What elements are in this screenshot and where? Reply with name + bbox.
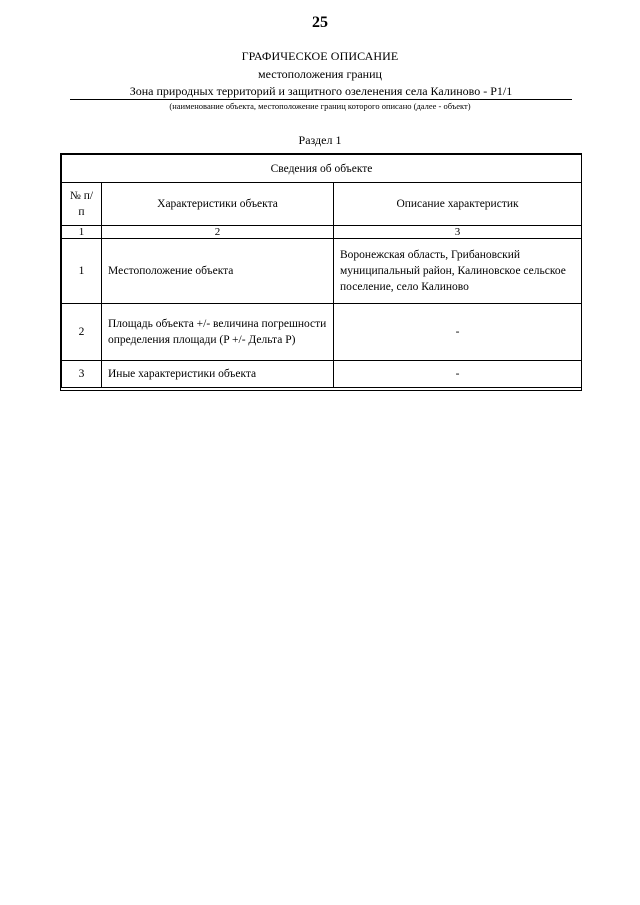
column-header-description: Описание характеристик [334,183,582,226]
column-header-num: № п/п [62,183,102,226]
row-description: Воронежская область, Грибановский муниципальный район, Калиновское сельское поселение, село Калиново [334,239,582,304]
document-subtitle: местоположения границ [258,67,382,81]
table-column-numbers [62,226,582,239]
row-number: 1 [62,239,102,304]
row-description: - [334,361,582,388]
table-header-row [62,155,582,183]
table-row [62,304,582,361]
column-header-characteristic: Характеристики объекта [102,183,334,226]
row-number: 3 [62,361,102,388]
table-header: Сведения об объекте [62,155,582,183]
page-number: 25 [312,14,328,31]
column-number-3: 3 [334,226,582,239]
column-number-1: 1 [62,226,102,239]
table-row [62,361,582,388]
row-characteristic: Иные характеристики объекта [102,361,334,388]
table-column-headers [62,183,582,226]
document-title: ГРАФИЧЕСКОЕ ОПИСАНИЕ [241,49,399,63]
row-characteristic: Местоположение объекта [102,239,334,304]
column-number-2: 2 [102,226,334,239]
object-name-caption: (наименование объекта, местоположение границ которого описано (далее - объект) [169,101,471,111]
section-label: Раздел 1 [298,133,342,147]
row-characteristic: Площадь объекта +/- величина погрешности определения площади (P +/- Дельта P) [102,304,334,361]
row-number: 2 [62,304,102,361]
object-name: Зона природных территорий и защитного озеленения села Калиново - Р1/1 [70,84,572,100]
table-row [62,239,582,304]
row-description: - [334,304,582,361]
object-info-table [61,154,582,388]
